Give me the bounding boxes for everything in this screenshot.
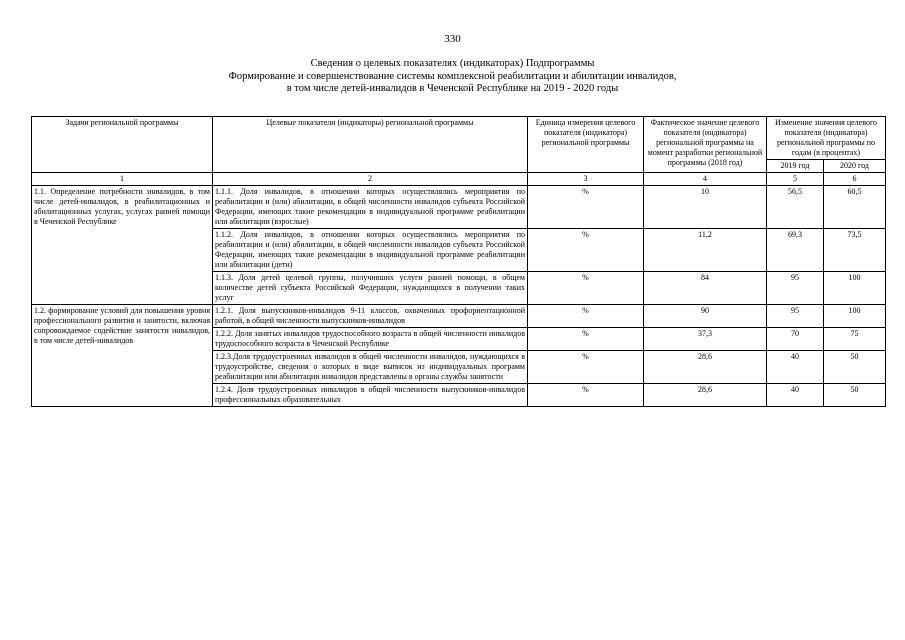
fact-2018-cell: 90 — [644, 305, 767, 328]
indicator-cell: 1.2.1. Доля выпускников-инвалидов 9-11 классов, охваченных профориентационной работой, в общей численности выпускников-инвалидов — [213, 305, 528, 328]
column-number: 3 — [528, 173, 644, 186]
value-2020-cell: 75 — [824, 328, 886, 351]
value-2020-cell: 73,5 — [824, 229, 886, 272]
fact-2018-cell: 37,3 — [644, 328, 767, 351]
unit-cell: % — [528, 186, 644, 229]
column-number: 6 — [824, 173, 886, 186]
header-unit: Единица измерения целевого показателя (индикатора) региональной программы — [528, 117, 644, 173]
column-number: 5 — [767, 173, 824, 186]
fact-2018-cell: 28,6 — [644, 351, 767, 384]
unit-cell: % — [528, 328, 644, 351]
unit-cell: % — [528, 384, 644, 407]
value-2020-cell: 50 — [824, 384, 886, 407]
indicator-cell: 1.1.3. Доля детей целевой группы, получивших услуги ранней помощи, в общем количестве детей субъекта Российской Федерации, нуждающихся в получении таких услуг — [213, 272, 528, 305]
fact-2018-cell: 84 — [644, 272, 767, 305]
unit-cell: % — [528, 229, 644, 272]
fact-2018-cell: 10 — [644, 186, 767, 229]
unit-cell: % — [528, 272, 644, 305]
column-number: 2 — [213, 173, 528, 186]
header-tasks: Задачи региональной программы — [32, 117, 213, 173]
indicator-cell: 1.1.1. Доля инвалидов, в отношении которых осуществлялись мероприятия по реабилитации и (или) абилитации, в общей численности инвалидов субъекта Российской Федерации, имеющих такие рекомендации в индивидуальной программе реабилитации или абилитации (взрослые) — [213, 186, 528, 229]
value-2019-cell: 95 — [767, 272, 824, 305]
indicator-cell: 1.1.2. Доля инвалидов, в отношении которых осуществлялись мероприятия по реабилитации и (или) абилитации, в общей численности инвалидов субъекта Российской Федерации, имеющих такие рекомендации в индивидуальной программе реабилитации или абилитации (дети) — [213, 229, 528, 272]
column-number: 4 — [644, 173, 767, 186]
unit-cell: % — [528, 351, 644, 384]
indicator-cell: 1.2.2. Доля занятых инвалидов трудоспособного возраста в общей численности инвалидов трудоспособного возраста в Чеченской Республике — [213, 328, 528, 351]
value-2020-cell: 100 — [824, 272, 886, 305]
unit-cell: % — [528, 305, 644, 328]
header-2019: 2019 год — [767, 160, 824, 173]
title-line-3: в том числе детей-инвалидов в Чеченской Республике на 2019 - 2020 годы — [286, 83, 619, 94]
indicators-table — [31, 116, 886, 407]
value-2019-cell: 70 — [767, 328, 824, 351]
fact-2018-cell: 11,2 — [644, 229, 767, 272]
value-2020-cell: 60,5 — [824, 186, 886, 229]
document-title — [60, 58, 845, 96]
header-fact-2018: Фактическое значение целевого показателя (индикатора) региональной программы на момент разработки региональной программы (2018 год) — [644, 117, 767, 173]
value-2019-cell: 40 — [767, 351, 824, 384]
value-2020-cell: 50 — [824, 351, 886, 384]
page-number: 330 — [444, 33, 461, 45]
value-2020-cell: 100 — [824, 305, 886, 328]
task-cell: 1.2. формирование условий для повышения уровня профессионального развития и занятости, включая сопровождаемое содействие занятости инвалидов, в том числе детей-инвалидов — [32, 305, 213, 407]
fact-2018-cell: 28,6 — [644, 384, 767, 407]
value-2019-cell: 56,5 — [767, 186, 824, 229]
indicator-cell: 1.2.3.Доля трудоустроенных инвалидов в общей численности инвалидов, нуждающихся в трудоустройстве, сведения о которых в виде выписок из индивидуальных программ реабилитации или абилитации инвалидов представлены в органы службы занятости — [213, 351, 528, 384]
header-2020: 2020 год — [824, 160, 886, 173]
task-cell: 1.1. Определение потребности инвалидов, в том числе детей-инвалидов, в реабилитационных и абилитационных услугах, услугах ранней помощи в Чеченской Республике — [32, 186, 213, 305]
indicator-cell: 1.2.4. Доля трудоустроенных инвалидов в общей численности выпускников-инвалидов профессиональных образовательных — [213, 384, 528, 407]
column-number: 1 — [32, 173, 213, 186]
table-row — [32, 305, 886, 328]
value-2019-cell: 40 — [767, 384, 824, 407]
title-line-1: Сведения о целевых показателях (индикаторах) Подпрограммы — [310, 58, 595, 69]
value-2019-cell: 69,3 — [767, 229, 824, 272]
header-indicators: Целевые показатели (индикаторы) региональной программы — [213, 117, 528, 173]
title-line-2: Формирование и совершенствование системы комплексной реабилитации и абилитации инвалидов, — [228, 70, 677, 82]
table-row — [32, 186, 886, 229]
header-change-by-year: Изменение значения целевого показателя (индикатора) региональной программы по годам (в процентах) — [767, 117, 886, 160]
value-2019-cell: 95 — [767, 305, 824, 328]
